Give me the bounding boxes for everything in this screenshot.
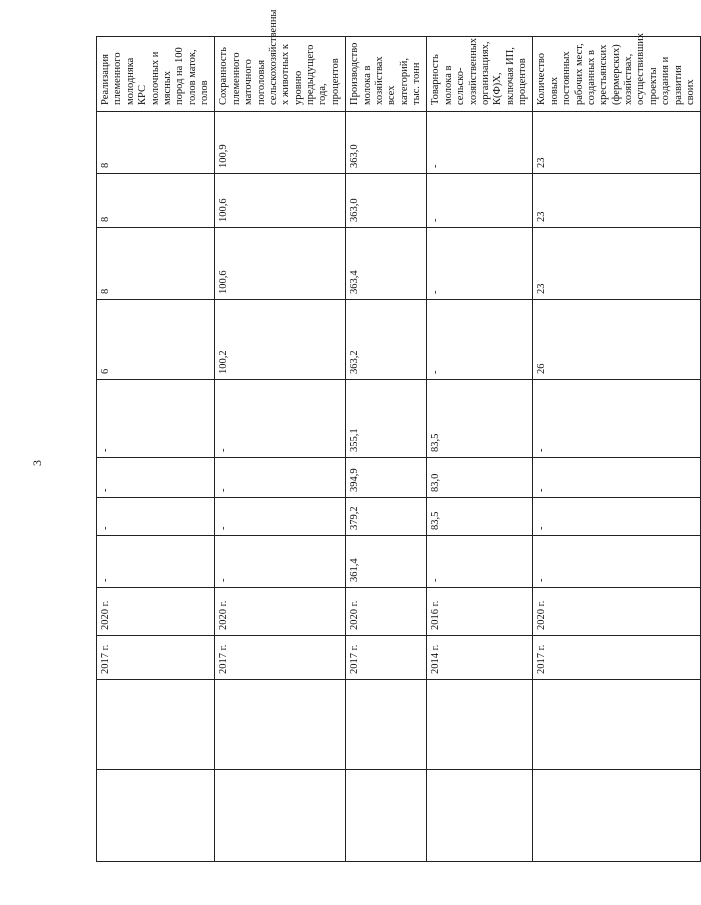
blank-cell bbox=[533, 680, 701, 770]
value-cell: 23 bbox=[533, 112, 701, 174]
value-cell: - bbox=[427, 536, 533, 588]
blank-cell bbox=[215, 680, 346, 770]
value-cell: - bbox=[215, 536, 346, 588]
value-cell: 83,5 bbox=[427, 498, 533, 536]
target-year-cell: 2020 г. bbox=[97, 588, 215, 636]
target-year-cell: 2020 г. bbox=[215, 588, 346, 636]
value-cell: - bbox=[533, 498, 701, 536]
value-cell: 363,2 bbox=[346, 300, 427, 380]
value-cell: - bbox=[427, 174, 533, 228]
value-cell: 363,4 bbox=[346, 228, 427, 300]
table-row bbox=[97, 37, 215, 862]
value-cell: 83,5 bbox=[427, 380, 533, 458]
blank-cell bbox=[215, 770, 346, 862]
base-year-cell: 2017 г. bbox=[346, 636, 427, 680]
table-row bbox=[346, 37, 427, 862]
blank-cell bbox=[533, 770, 701, 862]
indicator-label: Реализация племенного молодняка КРС молочных и мясных пород на 100 голов маток, голов bbox=[97, 37, 215, 112]
value-cell: 6 bbox=[97, 300, 215, 380]
value-cell: 394,9 bbox=[346, 458, 427, 498]
value-cell: 361,4 bbox=[346, 536, 427, 588]
target-year-cell: 2020 г. bbox=[346, 588, 427, 636]
base-year-cell: 2014 г. bbox=[427, 636, 533, 680]
value-cell: - bbox=[215, 458, 346, 498]
indicator-label: Количество новых постоянных рабочих мест, созданных в крестьянских (фермерских) хозяйствах, осуществивших проекты создания и развития своих bbox=[533, 37, 701, 112]
value-cell: - bbox=[97, 458, 215, 498]
value-cell: 355,1 bbox=[346, 380, 427, 458]
value-cell: - bbox=[427, 112, 533, 174]
value-cell: - bbox=[97, 380, 215, 458]
value-cell: - bbox=[215, 380, 346, 458]
indicator-label: Сохранность племенного маточного поголовья сельскохозяйственны х животных к уровню предыдущего года, процентов bbox=[215, 37, 346, 112]
base-year-cell: 2017 г. bbox=[215, 636, 346, 680]
table-row bbox=[427, 37, 533, 862]
base-year-cell: 2017 г. bbox=[533, 636, 701, 680]
value-cell: - bbox=[97, 536, 215, 588]
table-row bbox=[533, 37, 701, 862]
value-cell: - bbox=[427, 228, 533, 300]
value-cell: 100,2 bbox=[215, 300, 346, 380]
value-cell: 8 bbox=[97, 174, 215, 228]
value-cell: 23 bbox=[533, 174, 701, 228]
value-cell: 8 bbox=[97, 112, 215, 174]
value-cell: 26 bbox=[533, 300, 701, 380]
target-year-cell: 2020 г. bbox=[533, 588, 701, 636]
value-cell: 23 bbox=[533, 228, 701, 300]
value-cell: - bbox=[533, 380, 701, 458]
value-cell: 100,6 bbox=[215, 174, 346, 228]
value-cell: 100,6 bbox=[215, 228, 346, 300]
value-cell: 8 bbox=[97, 228, 215, 300]
value-cell: - bbox=[215, 498, 346, 536]
indicator-label: Товарность молока в сельско-хозяйственных организациях, К(Ф)Х, включая ИП, процентов bbox=[427, 37, 533, 112]
blank-cell bbox=[346, 680, 427, 770]
value-cell: - bbox=[533, 536, 701, 588]
blank-cell bbox=[346, 770, 427, 862]
value-cell: 100,9 bbox=[215, 112, 346, 174]
blank-cell bbox=[97, 770, 215, 862]
indicator-label: Производство молока в хозяйствах всех категорий, тыс. тонн bbox=[346, 37, 427, 112]
rotated-table-wrapper bbox=[96, 9, 696, 862]
base-year-cell: 2017 г. bbox=[97, 636, 215, 680]
blank-cell bbox=[427, 680, 533, 770]
value-cell: - bbox=[427, 300, 533, 380]
value-cell: 379,2 bbox=[346, 498, 427, 536]
page-number: 3 bbox=[30, 460, 44, 466]
blank-cell bbox=[427, 770, 533, 862]
value-cell: - bbox=[97, 498, 215, 536]
value-cell: 363,0 bbox=[346, 174, 427, 228]
blank-cell bbox=[97, 680, 215, 770]
value-cell: 363,0 bbox=[346, 112, 427, 174]
indicators-table bbox=[96, 9, 701, 862]
value-cell: 83,0 bbox=[427, 458, 533, 498]
table-row bbox=[215, 37, 346, 862]
target-year-cell: 2016 г. bbox=[427, 588, 533, 636]
value-cell: - bbox=[533, 458, 701, 498]
